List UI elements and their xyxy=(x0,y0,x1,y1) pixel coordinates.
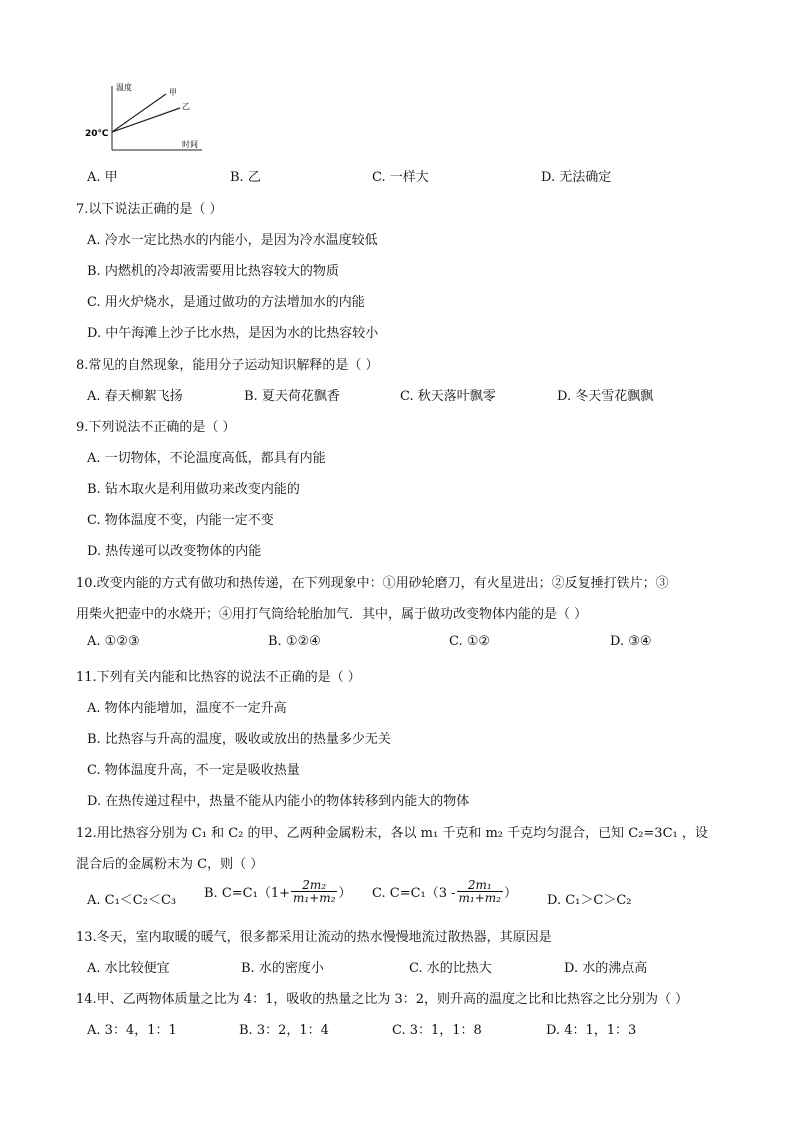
q9-stem: 9.下列说法不正确的是（ ） xyxy=(76,420,236,435)
q12-stem-line2: 混合后的金属粉末为 C，则（ ） xyxy=(76,857,264,872)
q13-option-c: C. 水的比热大 xyxy=(409,961,492,976)
temperature-time-graph xyxy=(84,82,206,154)
q9-option-c: C. 物体温度不变，内能一定不变 xyxy=(87,513,274,528)
q8-option-c: C. 秋天落叶飘零 xyxy=(400,389,496,404)
q8-option-d: D. 冬天雪花飘飘 xyxy=(557,389,654,404)
q9-option-b: B. 钻木取火是利用做功来改变内能的 xyxy=(87,482,300,497)
q12-option-c-fraction xyxy=(457,879,503,904)
line-yi-label: 乙 xyxy=(182,102,190,111)
q12-options xyxy=(0,879,794,915)
q10-option-a: A. ①②③ xyxy=(87,634,140,649)
graph-svg xyxy=(84,82,206,154)
q8-stem: 8.常见的自然现象，能用分子运动知识解释的是（ ） xyxy=(76,358,379,373)
q12-stem-line1: 12.用比热容分别为 C₁ 和 C₂ 的甲、乙两种金属粉末，各以 m₁ 千克和 m₂ 千克均匀混合，已知 C₂=3C₁ ，设 xyxy=(76,826,708,841)
q8-option-a: A. 春天柳絮飞扬 xyxy=(87,389,183,404)
q12-option-c-denominator: m₁+m₂ xyxy=(458,891,501,905)
line-jia xyxy=(112,94,166,132)
q7-option-a: A. 冷水一定比热水的内能小，是因为冷水温度较低 xyxy=(87,233,378,248)
q10-stem-line1: 10.改变内能的方式有做功和热传递，在下列现象中：①用砂轮磨刀，有火星进出；②反复捶打铁片；③ xyxy=(76,576,669,591)
q14-option-d: D. 4：1，1：3 xyxy=(546,1023,637,1038)
q12-option-b-denominator: m₁+m₂ xyxy=(292,891,336,905)
q10-option-c: C. ①② xyxy=(449,634,491,649)
q7-option-b: B. 内燃机的冷却液需要用比热容较大的物质 xyxy=(87,264,339,279)
q12-option-b-suffix: ） xyxy=(338,886,352,901)
q6-option-a: A. 甲 xyxy=(87,170,118,185)
q14-option-b: B. 3：2，1：4 xyxy=(239,1023,329,1038)
q12-option-c xyxy=(372,879,517,904)
q13-stem: 13.冬天，室内取暖的暖气，很多都采用让流动的热水慢慢地流过散热器，其原因是 xyxy=(76,930,552,945)
q10-option-b: B. ①②④ xyxy=(268,634,321,649)
q11-option-a: A. 物体内能增加，温度不一定升高 xyxy=(87,701,287,716)
q12-option-c-prefix: C. C=C₁（3 - xyxy=(372,886,456,901)
q12-option-b-numerator: 2m₂ xyxy=(291,879,337,892)
q14-option-c: C. 3：1，1：8 xyxy=(392,1023,482,1038)
q12-option-c-numerator: 2m₁ xyxy=(457,879,503,892)
q11-stem: 11.下列有关内能和比热容的说法不正确的是（ ） xyxy=(76,670,361,685)
q10-option-d: D. ③④ xyxy=(610,634,652,649)
q12-option-c-suffix: ） xyxy=(503,886,517,901)
q14-option-a: A. 3：4，1：1 xyxy=(87,1023,177,1038)
q11-option-b: B. 比热容与升高的温度，吸收或放出的热量多少无关 xyxy=(87,732,391,747)
q12-option-a: A. C₁＜C₂＜C₃ xyxy=(87,893,177,908)
y-axis-label: 温度 xyxy=(116,83,132,92)
q7-option-c: C. 用火炉烧水，是通过做功的方法增加水的内能 xyxy=(87,295,365,310)
q12-option-b-fraction xyxy=(291,879,337,904)
q7-option-d: D. 中午海滩上沙子比水热，是因为水的比热容较小 xyxy=(87,326,379,341)
q11-option-c: C. 物体温度升高，不一定是吸收热量 xyxy=(87,763,300,778)
line-jia-label: 甲 xyxy=(169,88,177,97)
q10-stem-line2: 用柴火把壶中的水烧开；④用打气筒给轮胎加气．其中，属于做功改变物体内能的是（ ） xyxy=(76,607,588,622)
q13-option-b: B. 水的密度小 xyxy=(241,961,324,976)
q13-option-d: D. 水的沸点高 xyxy=(564,961,648,976)
q6-option-b: B. 乙 xyxy=(230,170,261,185)
q9-option-a: A. 一切物体，不论温度高低，都具有内能 xyxy=(87,451,326,466)
q14-stem: 14.甲、乙两物体质量之比为 4：1，吸收的热量之比为 3：2，则升高的温度之比和比热容之比分别为（ ） xyxy=(76,992,689,1007)
q6-option-d: D. 无法确定 xyxy=(541,170,612,185)
q7-stem: 7.以下说法正确的是（ ） xyxy=(76,202,223,217)
q12-option-d: D. C₁＞C＞C₂ xyxy=(547,893,632,908)
q9-option-d: D. 热传递可以改变物体的内能 xyxy=(87,544,262,559)
q12-option-b-prefix: B. C=C₁（1+ xyxy=(204,886,290,901)
q11-option-d: D. 在热传递过程中，热量不能从内能小的物体转移到内能大的物体 xyxy=(87,794,470,809)
q13-option-a: A. 水比较便宜 xyxy=(87,961,170,976)
x-axis-label: 时间 xyxy=(182,140,198,149)
start-temp-label: 20℃ xyxy=(85,129,109,139)
line-yi xyxy=(112,108,180,132)
q8-option-b: B. 夏天荷花飘香 xyxy=(244,389,340,404)
q12-option-b xyxy=(204,879,351,904)
q6-option-c: C. 一样大 xyxy=(372,170,429,185)
